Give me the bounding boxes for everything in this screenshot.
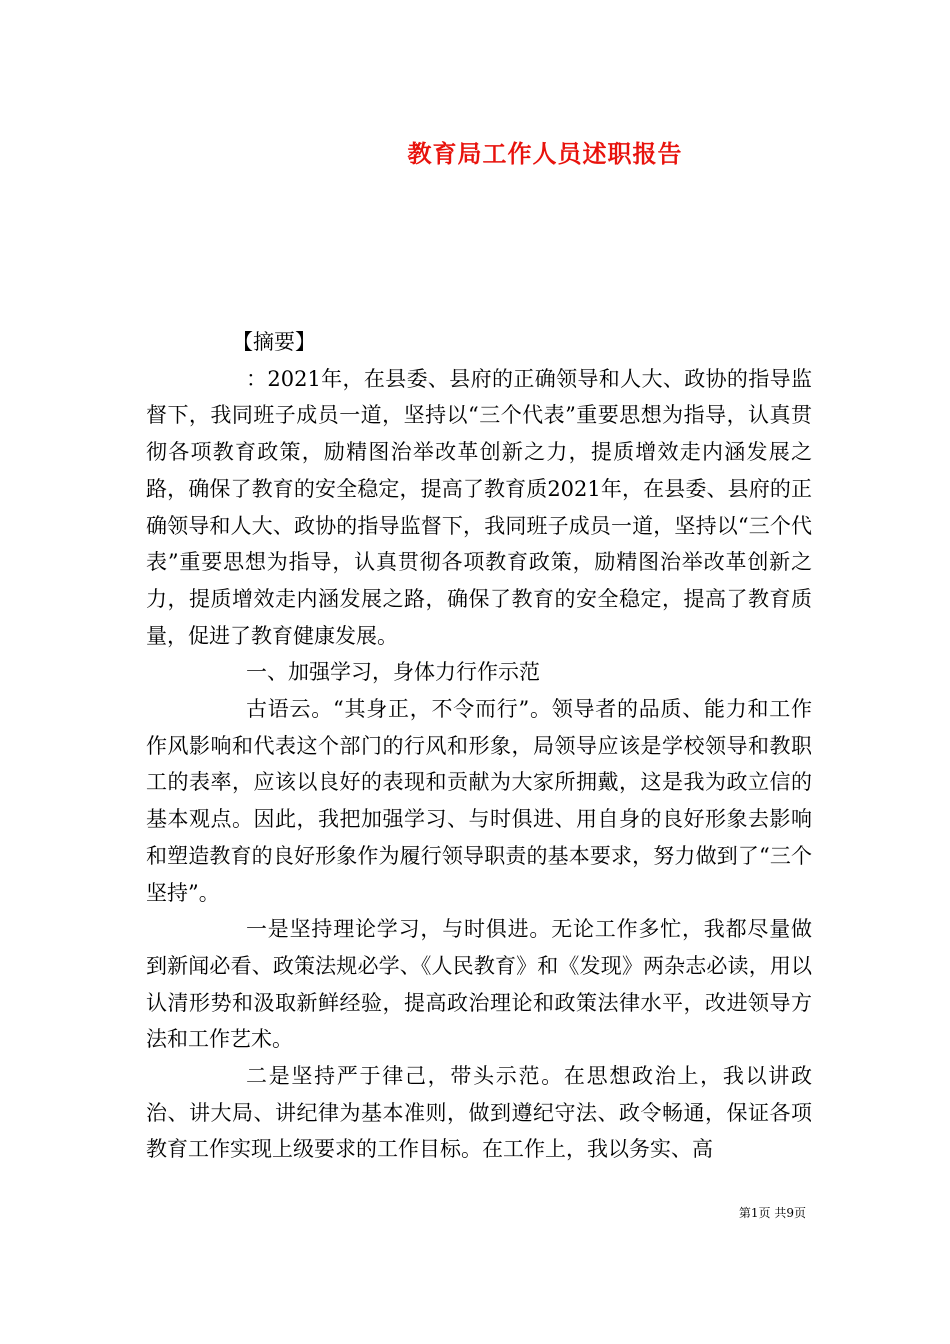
page-indicator: 第1页 共9页 — [738, 1206, 806, 1220]
paragraph: 二是坚持严于律己，带头示范。在思想政治上，我以讲政治、讲大局、讲纪律为基本准则，做到遵纪守法、政令畅通，保证各项教育工作实现上级要求的工作目标。在工作上，我以务实、高 — [146, 1064, 812, 1162]
paragraph: ：2021年，在县委、县府的正确领导和人大、政协的指导监督下，我同班子成员一道，坚持以“三个代表”重要思想为指导，认真贯彻各项教育政策，励精图治举改革创新之力，提质增效走内涵发展之路，确保了教育的安全稳定，提高了教育质2021年，在县委、县府的正确领导和人大、政协的指导监督下，我同班子成员一道，坚持以“三个代表”重要思想为指导，认真贯彻各项教育政策，励精图治举改革创新之力，提质增效走内涵发展之路，确保了教育的安全稳定，提高了教育质量，促进了教育健康发展。 — [146, 366, 812, 648]
section-heading: 一、加强学习，身体力行作示范 — [246, 660, 540, 685]
document-body — [146, 324, 812, 1168]
abstract-label: 【摘要】 — [232, 330, 316, 354]
document-title: 教育局工作人员述职报告 — [407, 139, 683, 168]
paragraph: 一是坚持理论学习，与时俱进。无论工作多忙，我都尽量做到新闻必看、政策法规必学、《人民教育》和《发现》两杂志必读，用以认清形势和汲取新鲜经验，提高政治理论和政策法律水平，改进领导方法和工作艺术。 — [146, 917, 812, 1052]
paragraph: 古语云。“其身正，不令而行”。领导者的品质、能力和工作作风影响和代表这个部门的行风和形象，局领导应该是学校领导和教职工的表率，应该以良好的表现和贡献为大家所拥戴，这是我为政立信的基本观点。因此，我把加强学习、与时俱进、用自身的良好形象去影响和塑造教育的良好形象作为履行领导职责的基本要求，努力做到了“三个坚持”。 — [146, 697, 812, 905]
